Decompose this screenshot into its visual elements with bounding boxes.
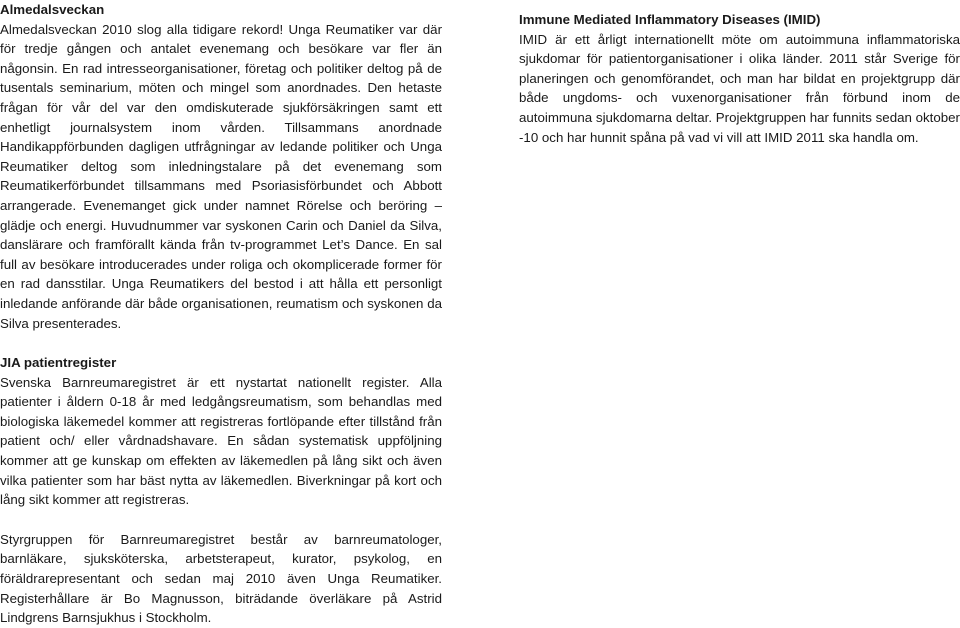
right-column xyxy=(519,10,960,147)
styrgruppen-body: Styrgruppen för Barnreumaregistret består av barnreumatologer, barnläkare, sjuksköterska, arbetsterapeut, kurator, psykolog, en föräldrarepresentant och sedan maj 2010 även Unga Reumatiker. Registerhållare är Bo Magnusson, biträdande överläkare på Astrid Lindgrens Barnsjukhus i Stockholm. xyxy=(0,531,442,626)
almedalsveckan-heading: Almedalsveckan xyxy=(0,2,105,17)
jia-body: Svenska Barnreumaregistret är ett nystartat nationellt register. Alla patienter i åldern 0-18 år med ledgångsreumatism, som behandlas med biologiska läkemedel kommer att registreras fortlöpande efter tillstånd från patient och/ eller vårdnadshavare. En sådan systematisk uppföljning kommer att ge kunskap om effekten av läkemedlen på lång sikt och även vilka patienter som har bäst nytta av läkemedlen. Biverkningar på kort och lång sikt kommer att registreras. xyxy=(0,374,442,508)
imid-body: IMID är ett årligt internationellt möte om autoimmuna inflammatoriska sjukdomar för patientorganisationer i olika länder. 2011 står Sverige för planeringen och genomförandet, och man har bildat en projektgrupp där både ungdoms- och vuxenorganisationer från förbund inom de autoimmuna sjukdomarna deltar. Projektgruppen har funnits sedan oktober -10 och har hunnit spåna på vad vi vill att IMID 2011 ska handla om. xyxy=(519,31,960,145)
almedalsveckan-body: Almedalsveckan 2010 slog alla tidigare rekord! Unga Reumatiker var där för tredje gången och antalet evenemang och besökare var fler än någonsin. En rad intresseorganisationer, företag och politiker deltog på de tusentals seminarium, möten och mingel som anordnades. Den hetaste frågan för vår del var den omdiskuterade sjukförsäkringen samt ett enhetligt journalsystem inom vården. Tillsammans anordnade Handikappförbunden dagligen utfrågningar av ledande politiker och Unga Reumatiker deltog som inledningstalare på det evenemang som Reumatikerförbundet tillsammans med Psoriasisförbundet och Abbott arrangerade. Evenemanget gick under namnet Rörelse och beröring – glädje och energi. Huvudnummer var syskonen Carin och Daniel da Silva, danslärare och framförallt kända från tv-programmet Let’s Dance. En sal full av besökare introducerades under roliga och okomplicerade former för en rad dansstilar. Unga Reumatikers del bestod i att hålla ett personligt inledande anförande där både organisationen, reumatism och syskonen da Silva presenterades. xyxy=(0,21,442,331)
jia-heading: JIA patientregister xyxy=(0,355,117,371)
imid-heading: Immune Mediated Inflammatory Diseases (IMID) xyxy=(519,12,821,27)
left-column xyxy=(0,0,442,628)
